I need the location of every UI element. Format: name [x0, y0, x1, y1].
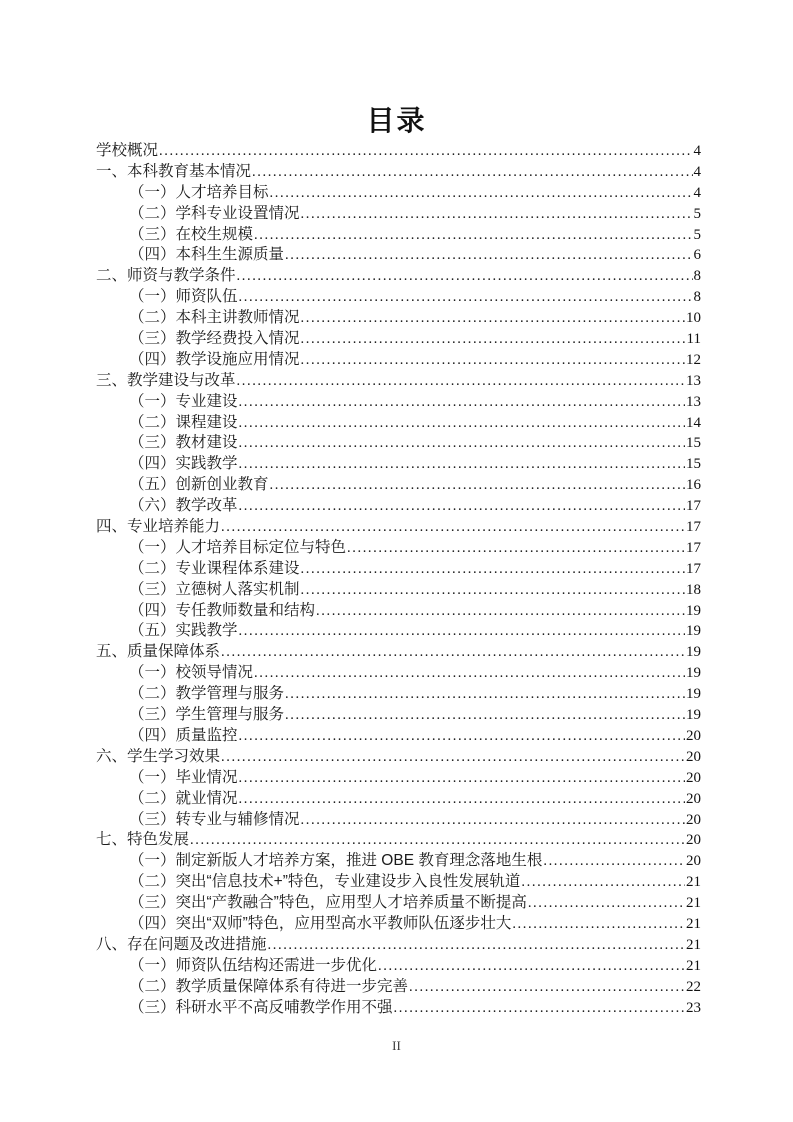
toc-entry [96, 162, 701, 183]
toc-leader-dots [237, 266, 693, 287]
toc-leader-dots [237, 371, 685, 392]
toc-entry-page: 21 [686, 915, 701, 932]
toc-leader-dots [270, 475, 685, 496]
toc-entry-label: （二）学科专业设置情况 [129, 204, 300, 222]
toc-entry-label: （二）本科主讲教师情况 [129, 309, 300, 327]
toc-entry-page: 17 [686, 498, 701, 515]
toc-leader-dots [239, 726, 685, 747]
toc-entry-page: 18 [686, 581, 701, 598]
toc-entry-label: （一）校领导情况 [129, 664, 254, 682]
toc-entry-page: 20 [686, 727, 701, 744]
toc-entry-page: 19 [686, 602, 701, 619]
toc-entry-page: 8 [693, 289, 701, 306]
toc-entry-label: （六）教学改革 [129, 497, 238, 515]
toc-entry-label: （一）师资队伍 [129, 288, 238, 306]
toc-entry [96, 935, 701, 956]
toc-entry [96, 998, 701, 1019]
toc-entry [96, 580, 701, 601]
toc-leader-dots [543, 851, 685, 872]
toc-entry [96, 747, 701, 768]
toc-entry-page: 15 [686, 435, 701, 452]
toc-entry-page: 21 [686, 936, 701, 953]
toc-entry-page: 5 [693, 205, 701, 222]
toc-entry-label: （四）突出“双师”特色，应用型高水平教师队伍逐步壮大 [129, 914, 512, 932]
toc-leader-dots [528, 893, 685, 914]
toc-entry [96, 705, 701, 726]
toc-entry-label: （三）科研水平不高反哺教学作用不强 [129, 998, 393, 1016]
toc-leader-dots [239, 433, 685, 454]
toc-entry [96, 204, 701, 225]
toc-entry-page: 21 [686, 895, 701, 912]
toc-entry [96, 413, 701, 434]
toc-entry [96, 350, 701, 371]
toc-list [96, 141, 701, 1018]
toc-entry-page: 13 [686, 372, 701, 389]
toc-entry-page: 4 [693, 163, 701, 180]
toc-entry-label: （二）教学质量保障体系有待进一步完善 [129, 977, 409, 995]
toc-entry-page: 20 [686, 790, 701, 807]
toc-entry-label: （三）转专业与辅修情况 [129, 810, 300, 828]
toc-entry-page: 19 [686, 686, 701, 703]
toc-leader-dots [239, 496, 685, 517]
toc-entry-page: 17 [686, 519, 701, 536]
toc-leader-dots [316, 601, 685, 622]
toc-leader-dots [239, 287, 693, 308]
toc-leader-dots [512, 914, 685, 935]
toc-leader-dots [301, 580, 685, 601]
toc-entry-page: 21 [686, 874, 701, 891]
toc-entry [96, 663, 701, 684]
toc-leader-dots [254, 225, 692, 246]
toc-entry-page: 11 [686, 331, 701, 348]
toc-leader-dots [239, 413, 685, 434]
toc-entry [96, 830, 701, 851]
toc-leader-dots [268, 935, 685, 956]
toc-entry-page: 16 [686, 477, 701, 494]
toc-leader-dots [285, 245, 692, 266]
toc-entry-page: 20 [686, 769, 701, 786]
toc-entry-label: 四、专业培养能力 [96, 518, 221, 536]
toc-entry-label: （一）人才培养目标定位与特色 [129, 538, 347, 556]
toc-leader-dots [301, 810, 685, 831]
toc-entry-label: （四）本科生生源质量 [129, 246, 285, 264]
toc-entry-page: 19 [686, 623, 701, 640]
toc-entry-label: （四）教学设施应用情况 [129, 350, 300, 368]
toc-leader-dots [409, 977, 685, 998]
toc-entry-label: 八、存在问题及改进措施 [96, 935, 267, 953]
toc-leader-dots [159, 141, 692, 162]
toc-entry [96, 475, 701, 496]
toc-entry [96, 454, 701, 475]
toc-leader-dots [285, 684, 685, 705]
toc-leader-dots [239, 621, 685, 642]
toc-entry-label: （三）教材建设 [129, 434, 238, 452]
toc-entry [96, 371, 701, 392]
toc-entry [96, 621, 701, 642]
toc-entry-page: 14 [686, 414, 701, 431]
toc-leader-dots [347, 538, 685, 559]
toc-entry [96, 329, 701, 350]
toc-entry-label: 七、特色发展 [96, 831, 190, 849]
toc-entry-label: 二、师资与教学条件 [96, 267, 236, 285]
toc-entry-label: （二）教学管理与服务 [129, 685, 285, 703]
toc-entry [96, 893, 701, 914]
toc-entry-page: 20 [686, 811, 701, 828]
toc-entry-page: 23 [686, 999, 701, 1016]
toc-entry-label: （一）人才培养目标 [129, 183, 269, 201]
toc-leader-dots [239, 768, 685, 789]
toc-entry [96, 914, 701, 935]
toc-entry-page: 20 [686, 832, 701, 849]
toc-entry-page: 20 [686, 748, 701, 765]
toc-entry-label: （二）突出“信息技术+”特色，专业建设步入良性发展轨道 [129, 873, 521, 891]
toc-leader-dots [221, 642, 685, 663]
toc-entry-page: 22 [686, 978, 701, 995]
toc-entry [96, 308, 701, 329]
toc-entry-label: （三）立德树人落实机制 [129, 580, 300, 598]
toc-entry-label: 学校概况 [96, 142, 159, 159]
toc-entry [96, 977, 701, 998]
toc-entry-page: 13 [686, 393, 701, 410]
toc-entry-label: （五）创新创业教育 [129, 476, 269, 494]
toc-entry [96, 287, 701, 308]
toc-leader-dots [378, 956, 685, 977]
toc-entry [96, 496, 701, 517]
toc-leader-dots [221, 517, 685, 538]
toc-entry [96, 872, 701, 893]
toc-entry [96, 642, 701, 663]
toc-entry [96, 517, 701, 538]
toc-entry-page: 10 [686, 310, 701, 327]
toc-leader-dots [301, 350, 685, 371]
toc-entry-label: 五、质量保障体系 [96, 643, 221, 661]
toc-leader-dots [301, 308, 685, 329]
toc-leader-dots [301, 559, 685, 580]
toc-entry-page: 17 [686, 560, 701, 577]
toc-entry-label: （一）师资队伍结构还需进一步优化 [129, 956, 378, 974]
toc-entry-label: （二）专业课程体系建设 [129, 559, 300, 577]
toc-entry-label: （三）教学经费投入情况 [129, 330, 300, 348]
toc-entry [96, 559, 701, 580]
toc-leader-dots [190, 830, 685, 851]
toc-entry-label: （一）制定新版人才培养方案，推进 OBE 教育理念落地生根 [129, 852, 543, 870]
toc-leader-dots [521, 872, 685, 893]
toc-leader-dots [394, 998, 685, 1019]
toc-entry-page: 8 [693, 268, 701, 285]
toc-entry-label: （三）学生管理与服务 [129, 706, 285, 724]
toc-entry-label: （一）专业建设 [129, 392, 238, 410]
toc-leader-dots [221, 747, 685, 768]
toc-entry [96, 225, 701, 246]
toc-leader-dots [301, 329, 686, 350]
toc-entry [96, 684, 701, 705]
toc-entry-label: （五）实践教学 [129, 622, 238, 640]
footer-page-number: II [392, 1038, 401, 1053]
toc-leader-dots [254, 663, 685, 684]
toc-entry-label: （二）课程建设 [129, 413, 238, 431]
toc-entry-label: （二）就业情况 [129, 789, 238, 807]
toc-entry [96, 538, 701, 559]
toc-entry-label: （三）突出“产教融合”特色，应用型人才培养质量不断提高 [129, 894, 527, 912]
toc-entry-page: 20 [686, 853, 701, 870]
toc-entry [96, 433, 701, 454]
toc-entry-page: 15 [686, 456, 701, 473]
toc-entry [96, 726, 701, 747]
toc-entry-page: 12 [686, 351, 701, 368]
toc-entry-label: （一）毕业情况 [129, 768, 238, 786]
toc-entry [96, 851, 701, 872]
toc-leader-dots [270, 183, 693, 204]
toc-entry [96, 789, 701, 810]
toc-entry-page: 4 [693, 184, 701, 201]
toc-entry-page: 17 [686, 539, 701, 556]
toc-entry [96, 392, 701, 413]
toc-leader-dots [285, 705, 685, 726]
page-title: 目录 [366, 105, 427, 136]
toc-leader-dots [252, 162, 692, 183]
toc-entry [96, 810, 701, 831]
toc-entry [96, 183, 701, 204]
toc-entry-page: 19 [686, 707, 701, 724]
toc-entry-page: 5 [693, 226, 701, 243]
toc-entry [96, 768, 701, 789]
toc-entry-label: 一、本科教育基本情况 [96, 162, 252, 180]
toc-entry [96, 956, 701, 977]
toc-entry-page: 21 [686, 957, 701, 974]
toc-leader-dots [239, 789, 685, 810]
toc-leader-dots [239, 392, 685, 413]
toc-entry [96, 245, 701, 266]
toc-entry-label: （四）质量监控 [129, 726, 238, 744]
toc-leader-dots [301, 204, 693, 225]
toc-entry-page: 4 [693, 143, 701, 159]
toc-entry-label: （三）在校生规模 [129, 225, 254, 243]
toc-entry [96, 601, 701, 622]
toc-leader-dots [239, 454, 685, 475]
toc-entry [96, 266, 701, 287]
toc-entry-label: 六、学生学习效果 [96, 747, 221, 765]
toc-entry-label: 三、教学建设与改革 [96, 371, 236, 389]
toc-entry-page: 19 [686, 665, 701, 682]
toc-entry-label: （四）实践教学 [129, 455, 238, 473]
toc-entry-page: 6 [693, 247, 701, 264]
toc-entry [96, 141, 701, 162]
toc-entry-page: 19 [686, 644, 701, 661]
toc-entry-label: （四）专任教师数量和结构 [129, 601, 316, 619]
